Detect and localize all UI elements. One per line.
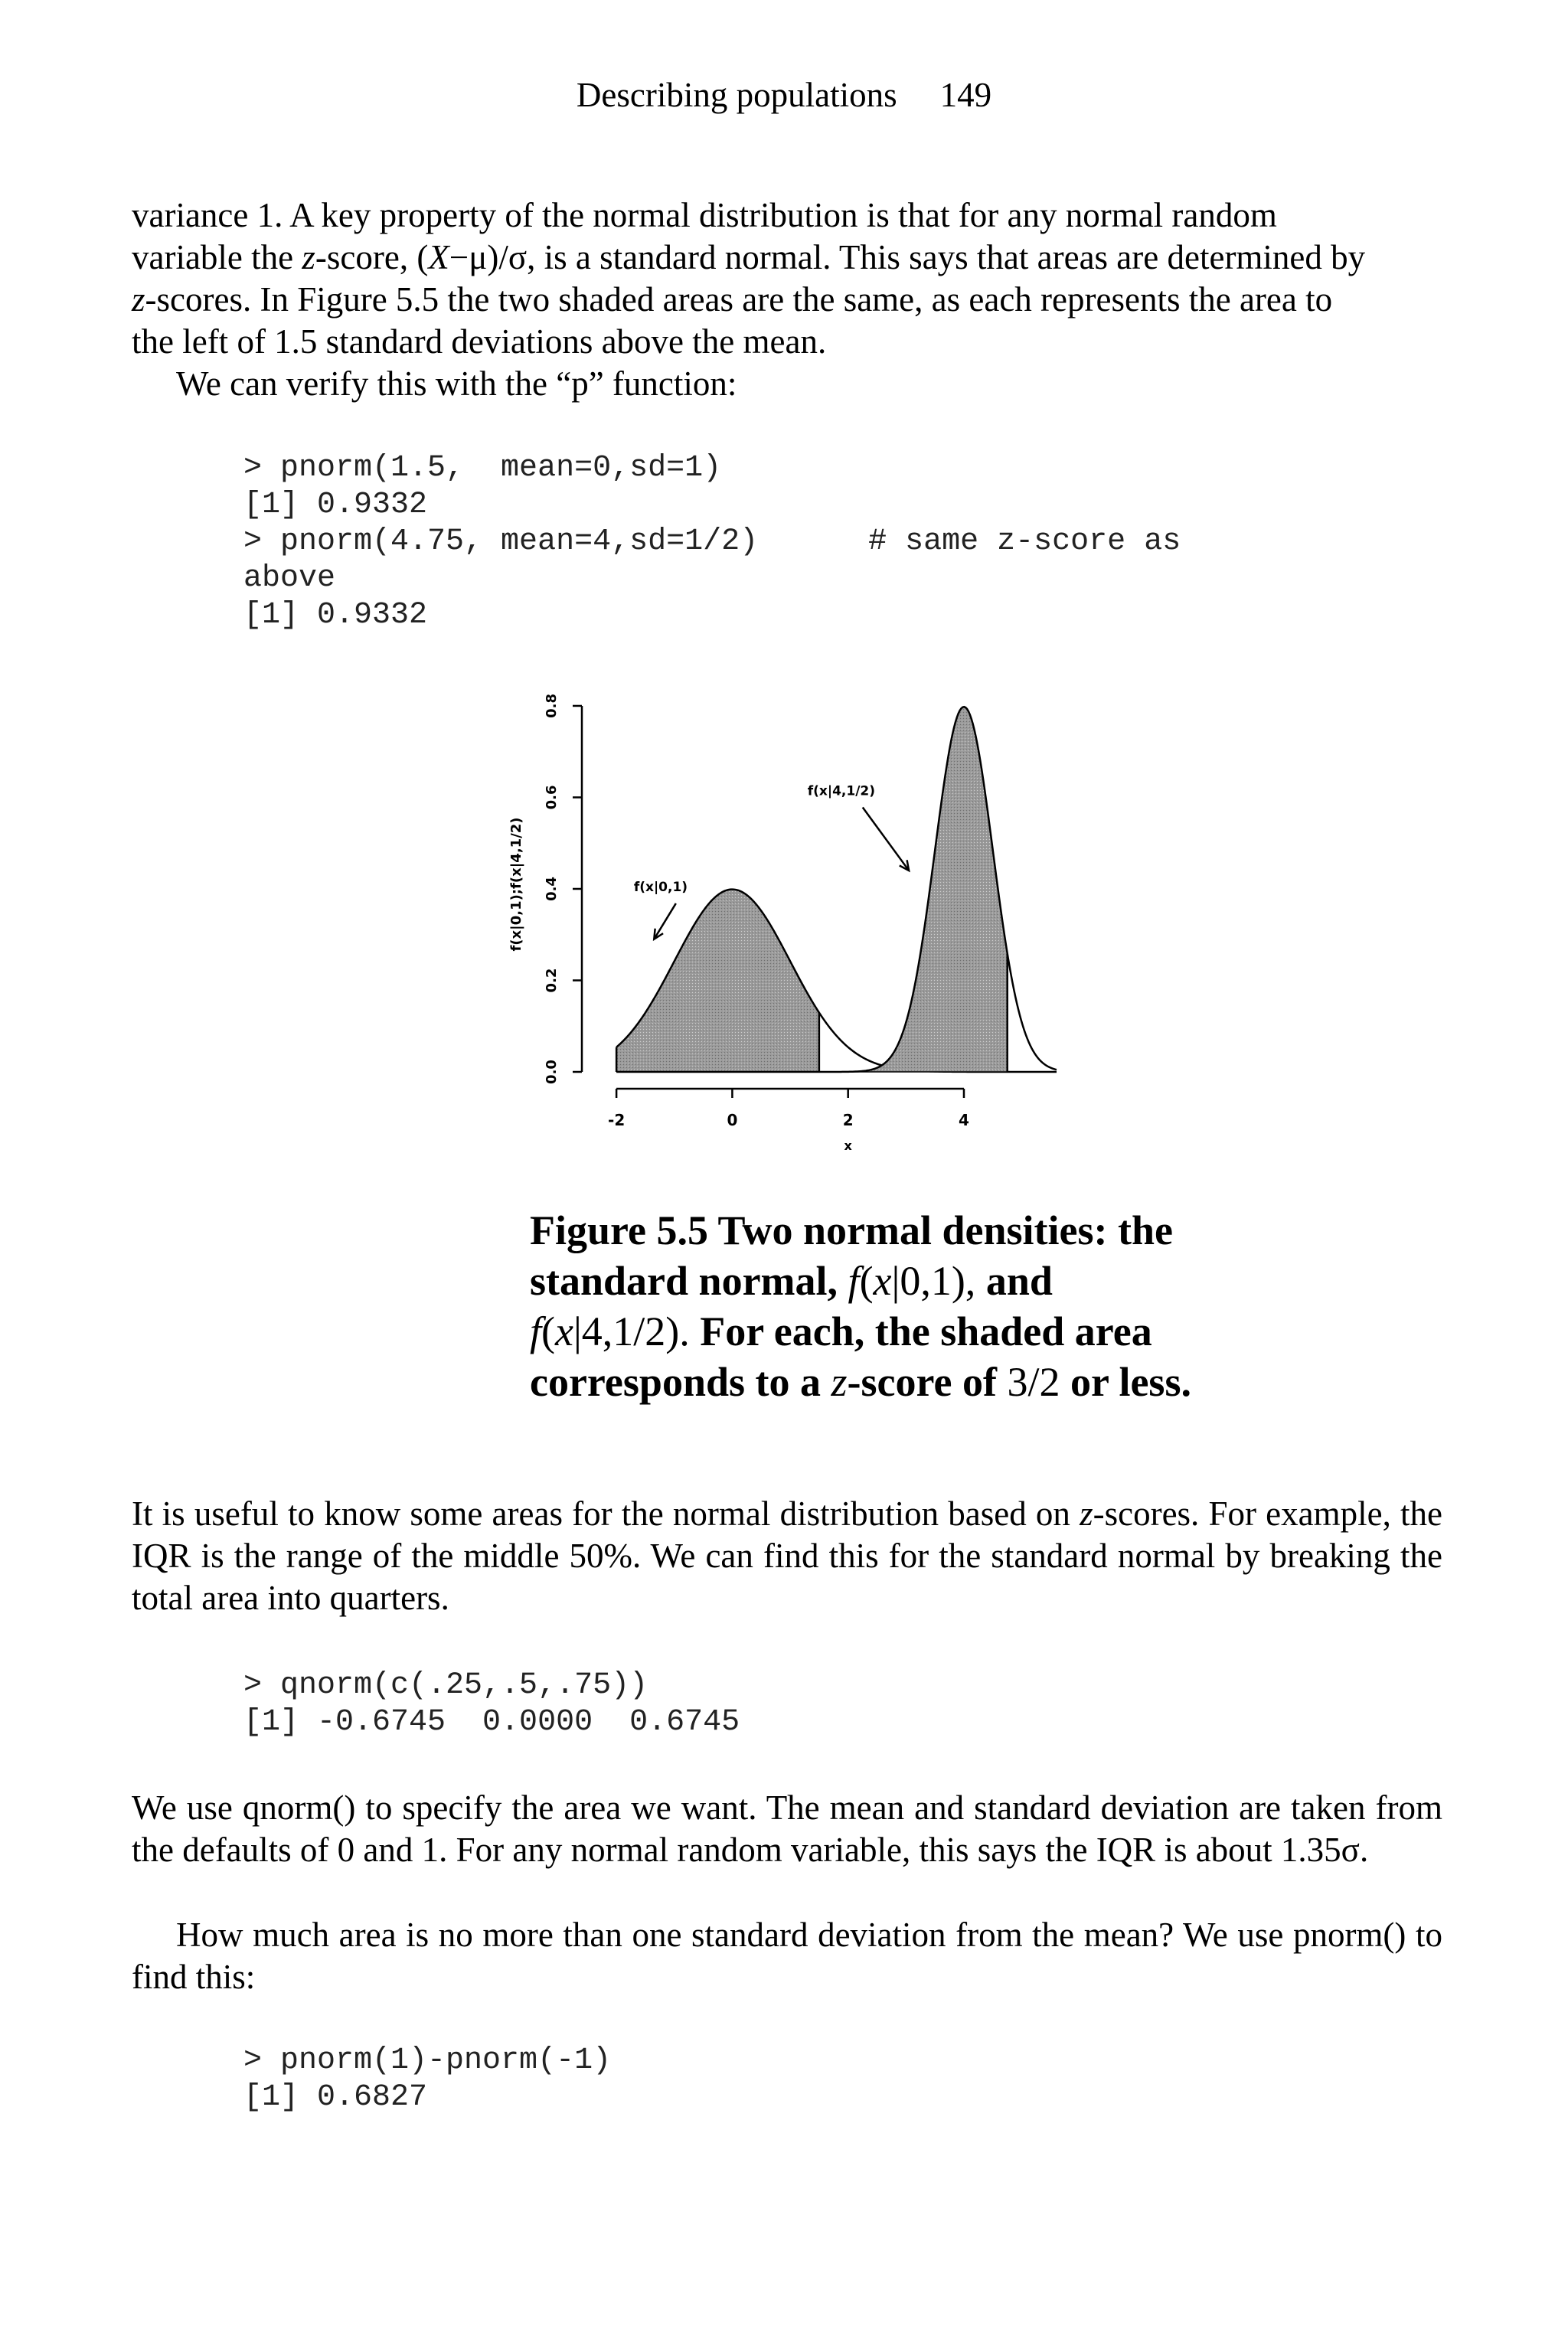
caption-c9: x [555, 1308, 573, 1354]
x-tick-label-4: 4 [959, 1111, 969, 1129]
paragraph-4: We use qnorm() to specify the area we want. The mean and standard deviation are taken from the defaults of 0 and 1. For any normal random variable, this says the IQR is about 1.35σ. [132, 1788, 1442, 1869]
y-tick-label-0.2: 0.2 [544, 968, 560, 993]
y-axis-label: f(x|0,1);f(x|4,1/2) [508, 817, 524, 952]
y-tick-label-0.8: 0.8 [544, 694, 560, 718]
caption-c7: f [530, 1308, 542, 1354]
annotation-2: f(x|4,1/2) [807, 783, 876, 799]
p3-z: z [1080, 1494, 1093, 1533]
x-tick-label-2: 2 [842, 1111, 854, 1129]
p3a: It is useful to know some areas for the normal distribution based on [132, 1494, 1080, 1533]
caption-c8: ( [541, 1308, 555, 1354]
figure-caption [530, 1205, 1242, 1407]
page-number: 149 [939, 76, 992, 114]
density-chart [490, 674, 1072, 1164]
p1-line2b: -score, ( [315, 238, 429, 276]
caption-c15: or less. [1060, 1359, 1191, 1405]
caption-c5: |0,1), [891, 1258, 976, 1304]
code-block-3: > pnorm(1)-pnorm(-1) [1] 0.6827 [243, 2043, 612, 2115]
y-tick-label-0.6: 0.6 [544, 785, 560, 810]
caption-c10: |4,1/2). [573, 1308, 690, 1354]
caption-c12: z [831, 1359, 848, 1405]
code-block-2: > qnorm(c(.25,.5,.75)) [1] -0.6745 0.0000 0.6745 [243, 1668, 740, 1740]
x-tick-label--2: -2 [608, 1111, 626, 1129]
caption-c6: and [975, 1258, 1053, 1304]
p1-x: X [428, 238, 449, 276]
p3c: -scores. For example, the IQR is the range of the middle 50%. We can find this for the standard normal by breaking the total area into quarters. [132, 1494, 1442, 1617]
y-tick-label-0.4: 0.4 [544, 877, 560, 901]
p1-line2d: −μ)/σ, is a standard normal. This says that areas are determined by [449, 238, 1366, 276]
y-tick-label-0.0: 0.0 [544, 1060, 560, 1084]
x-tick-label-0: 0 [727, 1111, 738, 1129]
paragraph-5: How much area is no more than one standard deviation from the mean? We use pnorm() to find this: [132, 1916, 1442, 1996]
caption-c3: ( [859, 1258, 874, 1304]
caption-c11: For each, the shaded area corresponds to a [530, 1308, 1152, 1405]
caption-c13: -score of [847, 1359, 1008, 1405]
p1-line2a: variable the [132, 238, 302, 276]
caption-c4: x [873, 1258, 892, 1304]
paragraph-3 [132, 1493, 1442, 1619]
annotation-arrow-1 [654, 903, 676, 939]
caption-c2: f [848, 1258, 860, 1304]
p1-line1: variance 1. A key property of the normal distribution is that for any normal random [132, 196, 1277, 234]
p1-z2: z [132, 280, 145, 318]
paragraph-1 [132, 194, 1442, 363]
header-title: Describing populations [576, 76, 897, 114]
annotation-1: f(x|0,1) [633, 879, 688, 895]
running-header [0, 74, 1568, 116]
code-block-1: > pnorm(1.5, mean=0,sd=1) [1] 0.9332 > pnorm(4.75, mean=4,sd=1/2) # same z-score as above [1] 0.9332 [243, 451, 1181, 632]
x-axis-label: x [844, 1138, 852, 1153]
p1-line4: the left of 1.5 standard deviations above the mean. [132, 322, 827, 361]
shaded-area-1 [616, 890, 819, 1072]
p1-line3b: -scores. In Figure 5.5 the two shaded areas are the same, as each represents the area to [145, 280, 1333, 318]
figure-5-5 [490, 674, 1072, 1164]
annotation-arrow-2 [863, 807, 909, 871]
caption-c14: 3/2 [1007, 1359, 1060, 1405]
caption-c1: Figure 5.5 Two normal densities: the standard normal, [530, 1207, 1173, 1304]
paragraph-2: We can verify this with the “p” function: [176, 364, 737, 403]
p1-z: z [302, 238, 315, 276]
